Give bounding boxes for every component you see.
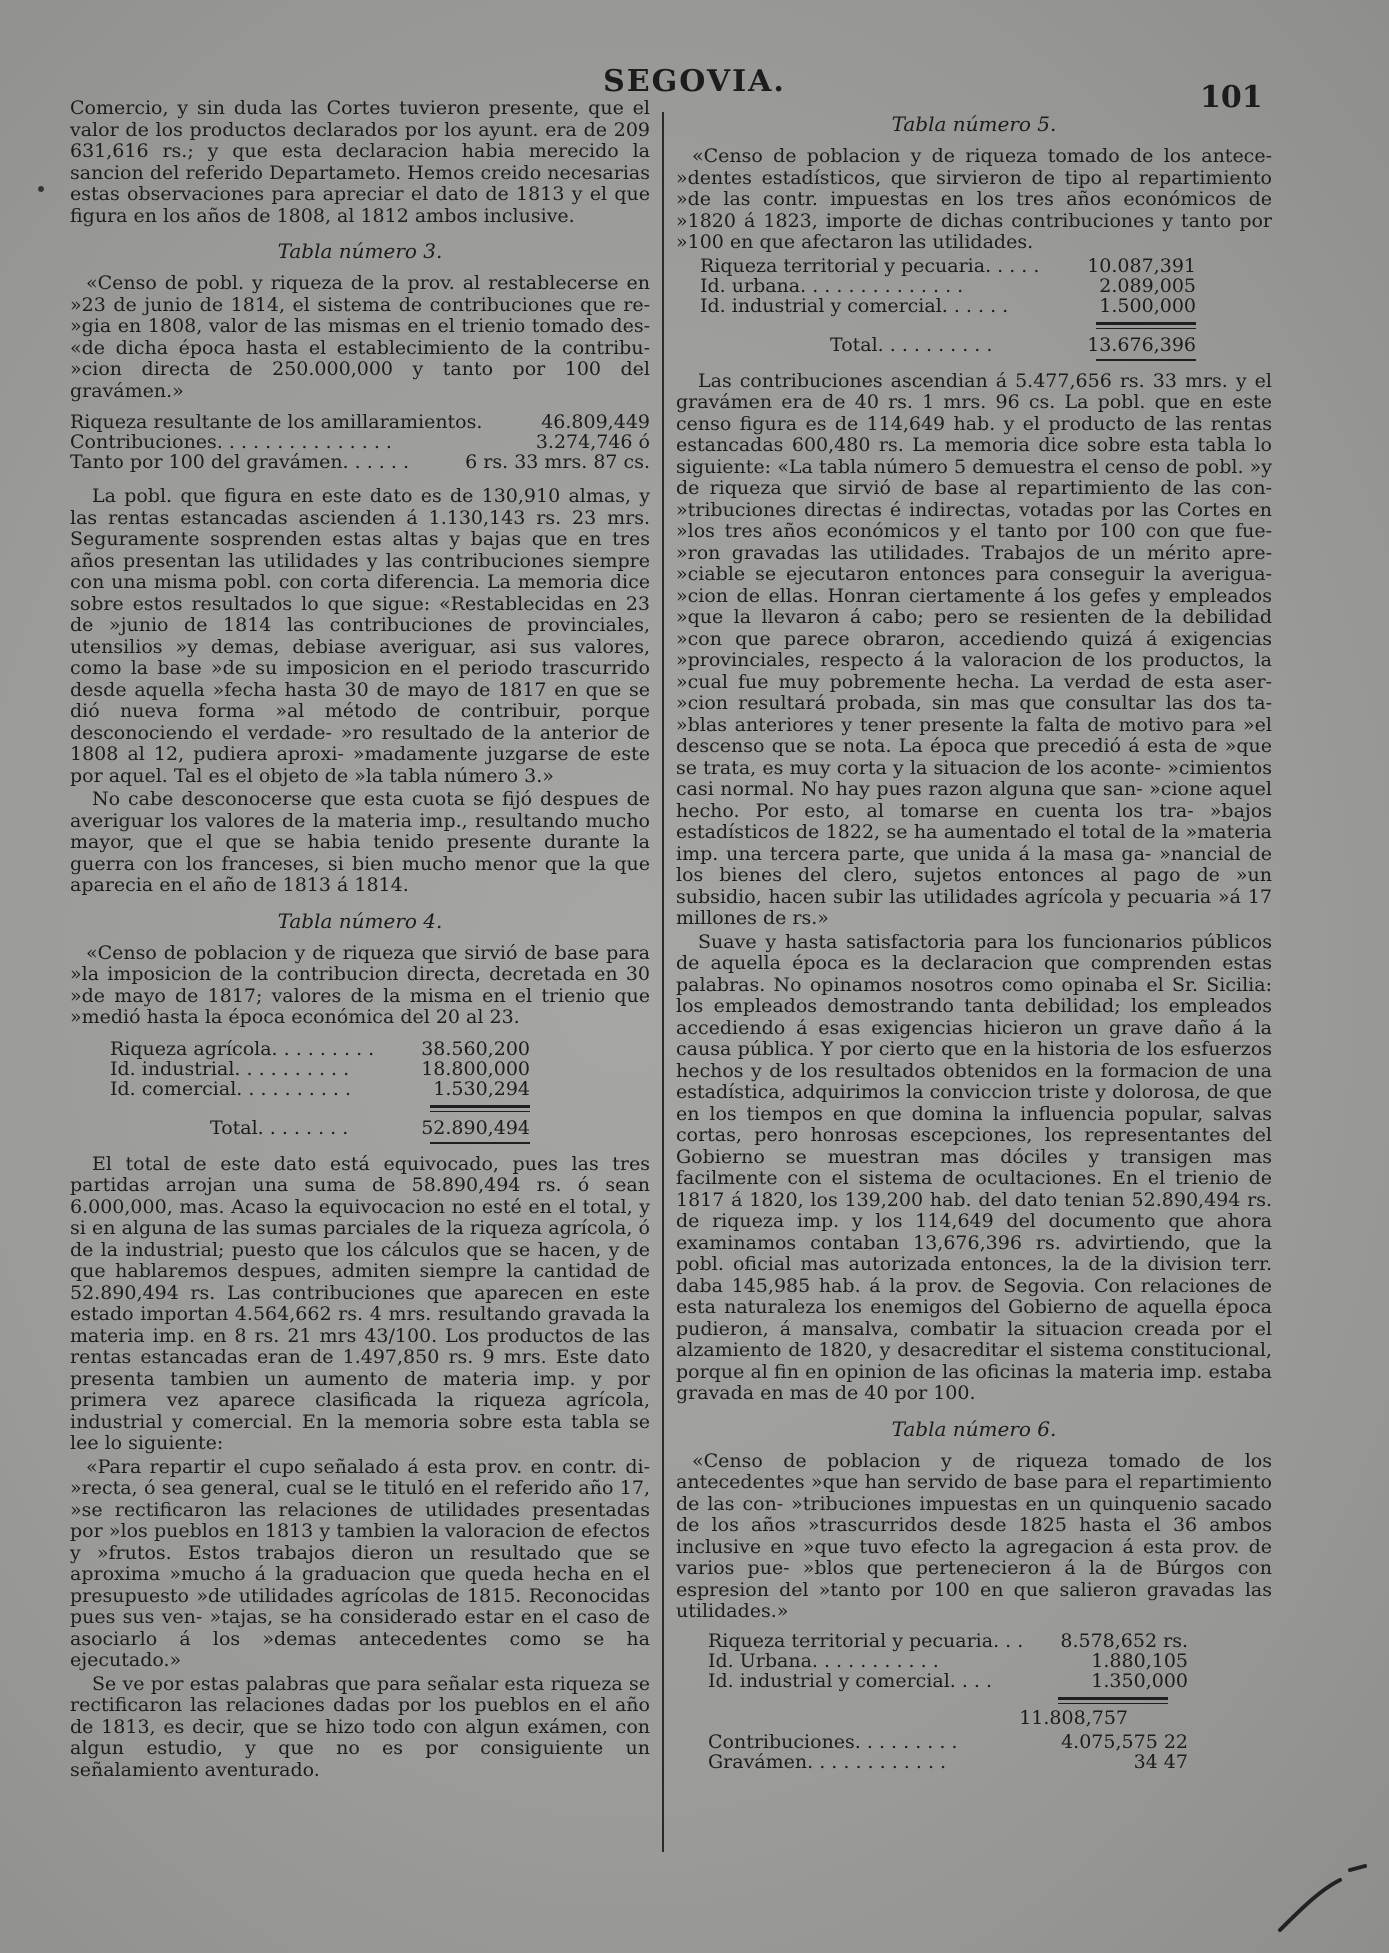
row-value: 1.880,105 [1091,1649,1188,1672]
row-value: 46.809,449 [541,411,650,433]
ink-spot [38,186,44,192]
row-label: Gravámen. . . . . . . . . . . . [708,1750,947,1773]
row-label: Riqueza territorial y pecuaria. . . . . [700,254,1040,277]
table-4 [110,1039,530,1144]
total-rule [1096,322,1196,329]
paragraph: Se ve por estas palabras que para señalar esta riqueza se rectificaron las relaciones dadas por los pueblos en el año de 1813, es decir, que se hizo todo con algun exámen, con algun estudio, y que no es por consiguiente un señalamiento aventurado. [70,1672,650,1781]
table-5-description: «Censo de poblacion y de riqueza tomado de los antece- »dentes estadísticos, que sirvieron de tipo al repartimiento »de las contr. impuestas en los tres años económicos de »1820 á 1823, importe de dichas contribuciones y tanto por »100 en que afectaron las utilidades. [676,145,1272,253]
table-4-description: «Censo de poblacion y de riqueza que sirvió de base para »la imposicion de la contribucion directa, decretada en 30 »de mayo de 1817; valores de la misma en el trienio que »medió hasta la época económica del 20 al 23. [70,941,650,1028]
paragraph: No cabe desconocerse que esta cuota se fijó despues de averiguar los valores de la materia imp., resultando mucho mayor, que el que se habia tenido presente durante la guerra con los franceses, si bien mucho menor que la que aparecia en el año de 1813 á 1814. [70,788,650,896]
table-row [708,1752,1188,1772]
table-row [708,1651,1188,1671]
table-3 [70,412,650,472]
table-row [110,1039,530,1059]
table-row [70,412,650,432]
total-row [700,335,1196,355]
row-value: 18.800,000 [421,1057,530,1080]
table-row [700,296,1196,316]
row-value: 1.530,294 [433,1077,530,1100]
row-value: 8.578,652 rs. [1060,1629,1188,1652]
row-value: 2.089,005 [1099,274,1196,297]
sum-row [708,1708,1188,1728]
row-label: Id. urbana. . . . . . . . . . . . . . [700,274,964,297]
table-row [700,276,1196,296]
table-6 [708,1631,1188,1772]
paragraph: «Para repartir el cupo señalado á esta prov. en contr. di- »recta, ó sea general, cual se le tituló en el referido año 17, »se rectificaron las relaciones de utilidades presentadas por »los pueblos en 1813 y tambien la valoracion de efectos y »frutos. Estos trabajos dieron un resultado que se aproxima »mucho á la graduacion que queda hecha en el presupuesto »de utilidades agrícolas de 1815. Reconocidas pues sus ven- »tajas, se ha considerado estar en el caso de asociarlo á los »demas antecedentes como se ha ejecutado.» [70,1455,650,1671]
total-label: Total. . . . . . . . [210,1116,349,1139]
row-label: Contribuciones. . . . . . . . . [708,1730,958,1753]
row-value: 1.500,000 [1099,294,1196,317]
table-row [700,256,1196,276]
table-row [70,432,650,452]
paragraph: Suave y hasta satisfactoria para los funcionarios públicos de aquella época es la declaracion que comprenden estas palabras. No opinamos nosotros como opinaba el Sr. Sicilia: los empleados demostrando tanta debilidad; los empleados accediendo á esas exigencias hicieron un grave daño á la causa pública. Y por cierto que en la historia de los esfuerzos hechos y de los resultados obtenidos en la formacion de una estadística, adquirimos la conviccion triste y dolorosa, de que en los tiempos en que domina la influencia popular, salvas cortas, pero honrosas escepciones, los representantes del Gobierno se muestran mas dóciles y transigen mas facilmente con el sistema de ocultaciones. En el trienio de 1817 á 1820, los 139,200 hab. del dato tenian 52.890,494 rs. de riqueza imp. y los 114,649 del documento que ahora examinamos contaban 13,676,396 rs. advirtiendo, que la pobl. oficial mas autorizada entonces, la de la division terr. daba 145,985 hab. á la prov. de Segovia. Con relaciones de esta naturaleza los enemigos del Gobierno de aquella época pudieron, á mansalva, combatir la situacion creada por el alzamiento de 1820, y desacreditar el sistema constitucional, porque al fin en opinion de las oficinas la materia imp. estaba gravada en mas de 40 por 100. [676,930,1272,1404]
table-row [708,1631,1188,1651]
row-value: 10.087,391 [1087,254,1196,277]
ink-stroke-mark [1270,1860,1380,1940]
row-label: Id. Urbana. . . . . . . . . . . [708,1649,939,1672]
row-value: 38.560,200 [421,1037,530,1060]
right-column [676,112,1272,1772]
paragraph: Comercio, y sin duda las Cortes tuvieron presente, que el valor de los productos declarados por los ayunt. era de 209 631,616 rs.; y que esta declaracion habia merecido la sancion del referido Departameto. Hemos creido necesarias estas observaciones para apreciar el dato de 1813 y el que figura en los años de 1808, al 1812 ambos inclusive. [70,97,650,227]
page-number: 101 [1200,80,1263,115]
row-label: Id. industrial y comercial. . . . . . [700,294,1009,317]
table-3-heading: Tabla número 3. [277,239,443,263]
row-label: Contribuciones. . . . . . . . . . . . . . . [70,431,392,453]
row-value: 1.350,000 [1091,1669,1188,1692]
page-title: SEGOVIA. [603,64,786,99]
total-value: 13.676,396 [1087,333,1196,356]
row-label: Id. industrial y comercial. . . . [708,1669,993,1692]
table-3-description: «Censo de pobl. y riqueza de la prov. al restablecerse en »23 de junio de 1814, el sistema de contribuciones que re- »gia en 1808, valor de las mismas en el trienio tomado des- «de dicha época hasta el establecimiento de la contribu- »cion directa de 250.000,000 y tanto por 100 del gravámen.» [70,272,650,402]
row-label: Id. comercial. . . . . . . . . . [110,1077,352,1100]
sum-rule [1058,1697,1168,1704]
table-6-heading: Tabla número 6. [891,1416,1057,1441]
row-value: 34 47 [1133,1750,1188,1773]
table-row [110,1079,530,1099]
table-6-description: «Censo de poblacion y de riqueza tomado de los antecedentes »que han servido de base para el repartimiento de las con- »tribuciones impuestas en un quinquenio sacado de los años »trascurridos desde 1825 hasta el 36 ambos inclusive en »que tuvo efecto la agregacion á esta prov. de varios pue- »blos que pertenecieron á la de Búrgos con espresion del »tanto por 100 en que salieron gravadas las utilidades.» [676,1449,1272,1622]
table-5 [700,256,1196,361]
total-value: 52.890,494 [421,1116,530,1139]
column-divider [662,112,664,1852]
table-row [708,1732,1188,1752]
row-value: 3.274,746 ó [535,431,650,453]
total-row [110,1118,530,1138]
row-value: 6 rs. 33 mrs. 87 cs. [465,451,650,473]
row-value: 4.075,575 22 [1061,1730,1188,1753]
left-column [70,98,650,1783]
total-underline [1096,359,1196,361]
total-label: Total. . . . . . . . . . [830,333,993,356]
paragraph: El total de este dato está equivocado, pues las tres partidas arrojan una suma de 58.890,494 rs. ó sean 6.000,000, mas. Acaso la equivocacion no esté en el total, y si en alguna de las sumas parciales de la riqueza agrícola, ó de la industrial; puesto que los cálculos que se hacen, y de que hablaremos despues, admiten siempre la cantidad de 52.890,494 rs. Las contribuciones que aparecen en este estado importan 4.564,662 rs. 4 mrs. resultando gravada la materia imp. en 8 rs. 21 mrs 43/100. Los productos de las rentas estancadas eran de 1.497,850 rs. 9 mrs. Este dato presenta tambien un aumento de materia imp. y por primera vez aparece clasificada la riqueza agrícola, industrial y comercial. En la memoria sobre esta tabla se lee lo siguiente: [70,1152,650,1454]
table-5-heading: Tabla número 5. [891,112,1057,136]
table-row [70,452,650,472]
total-underline [430,1142,530,1144]
table-row [708,1671,1188,1691]
total-rule [430,1105,530,1112]
row-label: Riqueza agrícola. . . . . . . . . [110,1037,375,1060]
row-label: Tanto por 100 del gravámen. . . . . . [70,451,409,473]
sum-value: 11.808,757 [1019,1706,1128,1729]
table-4-heading: Tabla número 4. [277,908,443,933]
row-label: Id. industrial. . . . . . . . . . [110,1057,350,1080]
row-label: Riqueza territorial y pecuaria. . . [708,1629,1024,1652]
paragraph: La pobl. que figura en este dato es de 130,910 almas, y las rentas estancadas ascienden á 1.130,143 rs. 23 mrs. Seguramente sosprenden estas altas y bajas que en tres años presentan las utilidades y las contribuciones siempre con una misma pobl. con corta diferencia. La memoria dice sobre estos resultados lo que sigue: «Restablecidas en 23 de »junio de 1814 las contribuciones de provinciales, utensilios »y demas, debiase averiguar, asi sus valores, como la base »de su imposicion en el periodo trascurrido desde aquella »fecha hasta 30 de mayo de 1817 en que se dió nueva forma »al método de contribuir, porque desconociendo el verdade- »ro resultado de la anterior de 1808 al 12, pudiera aproxi- »madamente juzgarse de este por aquel. Tal es el objeto de »la tabla número 3.» [70,485,650,787]
paragraph: Las contribuciones ascendian á 5.477,656 rs. 33 mrs. y el gravámen era de 40 rs. 1 mrs. 96 cs. La pobl. que en este censo figura es de 114,649 hab. y el producto de las rentas estancadas 600,480 rs. La memoria dice sobre esta tabla lo siguiente: «La tabla número 5 demuestra el censo de pobl. »y de riqueza que sirvió de base al repartimiento de las con- »tribuciones directas é indirectas, votadas por las Cortes en »los tres años económicos y el tanto por 100 con que fue- »ron gravadas las utilidades. Trabajos de un mérito apre- »ciable se ejecutaron entonces para conseguir la averigua- »cion de ellas. Honran ciertamente á los gefes y empleados »que la llevaron á cabo; pero se resienten de la debilidad »con que parece obraron, accediendo quizá á exigencias »provinciales, respecto á la valoracion de los productos, la »cual fue muy pobremente hecha. La verdad de esta aser- »cion resultará probada, sin mas que consultar las dos ta- »blas anteriores y tener presente la falta de motivo para »el descenso que se nota. La época que precedió á esta de »que se trata, es muy corta y la situacion de los aconte- »cimientos casi normal. No hay pues razon alguna que san- »cione aquel hecho. Por esto, al tomarse en cuenta los tra- »bajos estadísticos de 1822, se ha aumentado el total de la »materia imp. una tercera parte, que unida á la masa ga- »nancial de los bienes del clero, sujetos entonces al pago de »un subsidio, hacen subir las utilidades agrícola y pecuaria »á 17 millones de rs.» [676,369,1272,929]
row-label: Riqueza resultante de los amillaramientos. [70,411,483,433]
table-row [110,1059,530,1079]
